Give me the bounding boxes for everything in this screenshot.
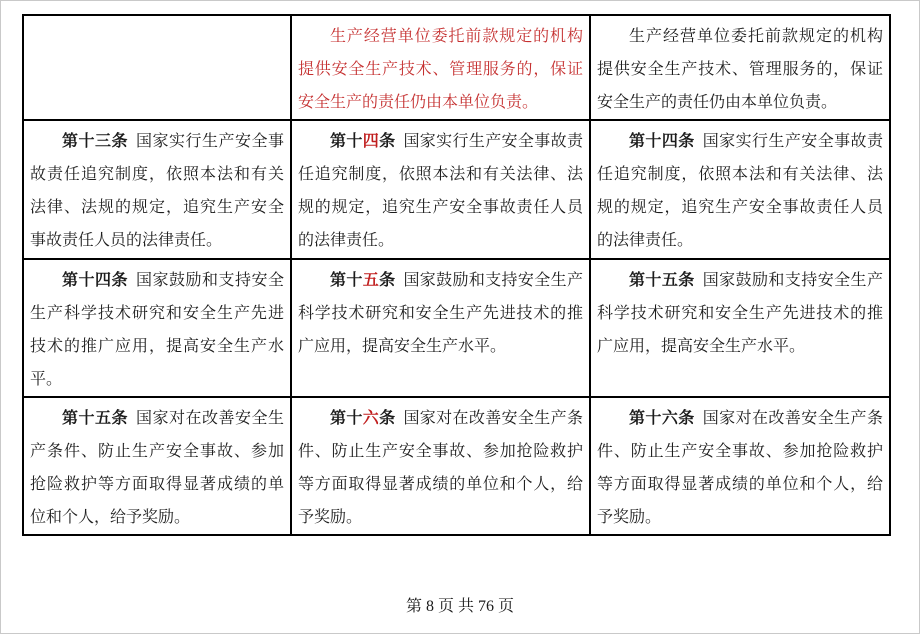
cell-body-text: 国家鼓励和支持安全生产科学技术研究和安全生产先进技术的推广应用，提高安全生产水平。 <box>298 272 583 355</box>
cell-paragraph: 第十六条 国家对在改善安全生产条件、防止生产安全事故、参加抢险救护等方面取得显著成绩的单位和个人，给予奖励。 <box>597 410 883 526</box>
cell-paragraph: 第十五条 国家对在改善安全生产条件、防止生产安全事故、参加抢险救护等方面取得显著成绩的单位和个人，给予奖励。 <box>30 410 284 526</box>
page-number: 第 8 页 共 76 页 <box>405 598 514 615</box>
cell-body-text: 国家对在改善安全生产条件、防止生产安全事故、参加抢险救护等方面取得显著成绩的单位和个人，给予奖励。 <box>597 410 883 526</box>
cell-paragraph <box>597 20 883 119</box>
cell-body-text: 国家鼓励和支持安全生产科学技术研究和安全生产先进技术的推广应用，提高安全生产水平。 <box>597 272 883 355</box>
table-cell-revised-clean <box>590 259 890 397</box>
cell-body-text: 国家实行生产安全事故责任追究制度，依照本法和有关法律、法规的规定，追究生产安全事故责任人员的法律责任。 <box>597 133 883 249</box>
table-row <box>23 120 890 259</box>
law-comparison-table <box>22 14 891 536</box>
cell-body-text: 生产经营单位委托前款规定的机构提供安全生产技术、管理服务的，保证安全生产的责任仍由本单位负责。 <box>597 28 883 111</box>
cell-paragraph: 第十四条 国家鼓励和支持安全生产科学技术研究和安全生产先进技术的推广应用，提高安全生产水平。 <box>30 272 284 388</box>
table-row <box>23 259 890 397</box>
cell-body-text: 国家鼓励和支持安全生产科学技术研究和安全生产先进技术的推广应用，提高安全生产水平。 <box>30 272 284 388</box>
cell-body-text: 国家实行生产安全事故责任追究制度，依照本法和有关法律、法规的规定，追究生产安全事故责任人员的法律责任。 <box>30 133 284 249</box>
cell-body-text: 生产经营单位委托前款规定的机构提供安全生产技术、管理服务的，保证安全生产的责任仍由本单位负责。 <box>298 28 583 111</box>
table-cell-original <box>23 259 291 397</box>
table-row <box>23 15 890 120</box>
cell-paragraph: 第十三条 国家实行生产安全事故责任追究制度，依照本法和有关法律、法规的规定，追究生产安全事故责任人员的法律责任。 <box>30 133 284 249</box>
cell-paragraph: 第十五条 国家鼓励和支持安全生产科学技术研究和安全生产先进技术的推广应用，提高安全生产水平。 <box>298 272 583 355</box>
cell-paragraph: 第十五条 国家鼓励和支持安全生产科学技术研究和安全生产先进技术的推广应用，提高安全生产水平。 <box>597 272 883 355</box>
table-cell-revised-clean <box>590 15 890 120</box>
cell-body-text: 国家对在改善安全生产条件、防止生产安全事故、参加抢险救护等方面取得显著成绩的单位和个人，给予奖励。 <box>298 410 583 526</box>
table-cell-original <box>23 397 291 535</box>
table-cell-revised-marked <box>291 15 590 120</box>
cell-body-text: 国家实行生产安全事故责任追究制度，依照本法和有关法律、法规的规定，追究生产安全事故责任人员的法律责任。 <box>298 133 583 249</box>
cell-paragraph: 第十四条 国家实行生产安全事故责任追究制度，依照本法和有关法律、法规的规定，追究生产安全事故责任人员的法律责任。 <box>597 133 883 249</box>
table-row <box>23 397 890 535</box>
cell-paragraph: 第十四条 国家实行生产安全事故责任追究制度，依照本法和有关法律、法规的规定，追究生产安全事故责任人员的法律责任。 <box>298 133 583 249</box>
cell-paragraph: 第十六条 国家对在改善安全生产条件、防止生产安全事故、参加抢险救护等方面取得显著成绩的单位和个人，给予奖励。 <box>298 410 583 526</box>
cell-paragraph <box>298 20 583 119</box>
table-cell-revised-marked <box>291 397 590 535</box>
table-cell-revised-marked <box>291 259 590 397</box>
table-cell-revised-clean <box>590 397 890 535</box>
table-cell-empty <box>23 15 291 120</box>
table-cell-revised-clean <box>590 120 890 259</box>
table-cell-original <box>23 120 291 259</box>
cell-body-text: 国家对在改善安全生产条件、防止生产安全事故、参加抢险救护等方面取得显著成绩的单位和个人，给予奖励。 <box>30 410 284 526</box>
table-cell-revised-marked <box>291 120 590 259</box>
